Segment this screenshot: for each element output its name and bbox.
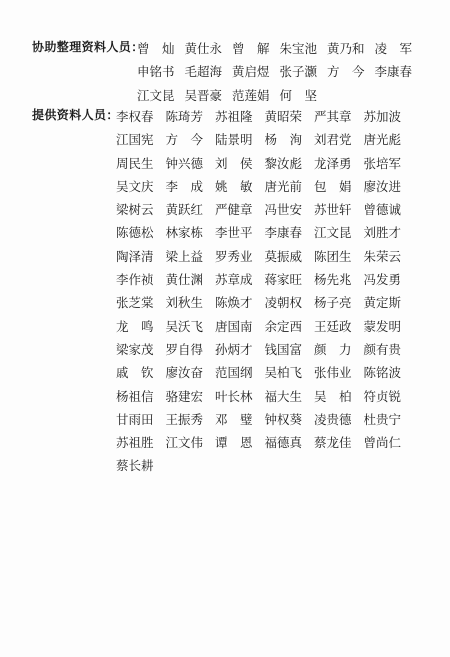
provide-name: 张芝棠 (116, 295, 154, 311)
provide-name: 陆景明 (215, 132, 253, 148)
provide-name: 朱荣云 (363, 248, 402, 264)
provide-name: 刘君党 (314, 132, 352, 148)
provide-name: 周民生 (116, 155, 154, 171)
assist-name: 黄仕永 (184, 41, 223, 56)
provide-name: 吴沃飞 (165, 318, 204, 334)
provide-name: 杨 洵 (264, 132, 303, 148)
provide-name: 廖汝进 (363, 178, 402, 194)
assist-name: 申铭书 (137, 64, 175, 80)
provide-name: 李权春 (116, 109, 154, 124)
provide-name: 甘雨田 (116, 411, 154, 427)
provide-name: 杨子亮 (314, 295, 352, 311)
provide-row (116, 267, 413, 290)
provide-name: 福德真 (264, 435, 303, 451)
assist-name: 黄乃和 (327, 41, 365, 56)
assist-name: 朱宝池 (279, 41, 318, 56)
provide-name: 凌贵德 (314, 411, 352, 427)
provide-name: 梁树云 (116, 202, 154, 218)
provide-names-list (116, 104, 413, 477)
assist-name: 黄启煜 (232, 64, 270, 80)
provide-name: 廖汝奋 (165, 365, 204, 381)
assist-name: 曾 灿 (137, 41, 175, 56)
provide-name: 杨先兆 (314, 272, 352, 288)
assist-name: 江文昆 (137, 87, 175, 103)
provide-name: 张培军 (363, 155, 402, 171)
provide-name: 唐国南 (215, 318, 253, 334)
provide-name: 刘秋生 (165, 295, 204, 311)
provide-row (116, 290, 413, 313)
provide-name: 龙泽勇 (314, 155, 352, 171)
provide-name: 余定西 (264, 318, 303, 334)
provide-name: 唐光彪 (363, 132, 402, 148)
provide-name: 姚 敏 (215, 178, 253, 194)
provide-row (116, 151, 413, 174)
provide-name: 颜有贵 (363, 341, 402, 357)
provide-name: 王振秀 (165, 411, 204, 427)
provide-name: 刘 侯 (215, 155, 253, 171)
provide-name: 吴 柏 (314, 388, 352, 404)
provide-name: 陈铭波 (363, 365, 402, 381)
provide-row (116, 220, 413, 243)
assist-row (137, 83, 422, 106)
provide-row (116, 197, 413, 220)
provide-section-label: 提供资料人员： (32, 108, 119, 122)
provide-name: 冯发勇 (363, 272, 402, 288)
provide-row (116, 174, 413, 197)
provide-name: 李康春 (264, 225, 303, 241)
provide-row (116, 104, 413, 127)
assist-name: 李康春 (374, 64, 413, 80)
provide-name: 苏世轩 (314, 202, 352, 218)
provide-name: 龙 鸣 (116, 318, 154, 334)
assist-name: 吴晋豪 (184, 87, 223, 103)
provide-name: 包 娟 (314, 178, 352, 194)
provide-name: 严其章 (314, 109, 352, 124)
provide-name: 骆建宏 (165, 388, 204, 404)
provide-name: 黄昭荣 (264, 109, 303, 124)
assist-name: 方 今 (327, 64, 365, 80)
provide-name: 李世平 (215, 225, 253, 241)
provide-name: 梁家茂 (116, 341, 154, 357)
provide-name: 莫振威 (264, 248, 303, 264)
provide-name: 福大生 (264, 388, 303, 404)
provide-name: 罗自得 (165, 341, 204, 357)
provide-name: 李作祯 (116, 272, 154, 288)
provide-row (116, 453, 413, 476)
provide-name: 王廷政 (314, 318, 352, 334)
provide-name: 蒋家旺 (264, 272, 303, 288)
provide-name: 吴文庆 (116, 178, 154, 194)
provide-name: 苏祖隆 (215, 109, 253, 124)
provide-name: 颜 力 (314, 341, 352, 357)
provide-name: 蔡长耕 (116, 458, 154, 474)
assist-name: 范莲娟 (232, 87, 270, 103)
provide-name: 冯世安 (264, 202, 303, 218)
provide-name: 黄定斯 (363, 295, 402, 311)
assist-name: 凌 军 (374, 41, 413, 56)
provide-name: 钟兴德 (165, 155, 204, 171)
provide-name: 曾尚仁 (363, 435, 402, 451)
assist-name: 何 坚 (279, 87, 318, 103)
provide-name: 曾德诚 (363, 202, 402, 218)
provide-name: 叶长林 (215, 388, 253, 404)
provide-name: 蔡龙佳 (314, 435, 352, 451)
provide-name: 杨祖信 (116, 388, 154, 404)
provide-name: 吴柏飞 (264, 365, 303, 381)
assist-row (137, 59, 422, 82)
provide-row (116, 314, 413, 337)
provide-name: 杜贵宁 (363, 411, 402, 427)
provide-name: 江文伟 (165, 435, 204, 451)
provide-name: 孙炳才 (215, 341, 253, 357)
provide-name: 黄仕渊 (165, 272, 204, 288)
provide-name: 严健章 (215, 202, 253, 218)
provide-name: 陶泽清 (116, 248, 154, 264)
provide-row (116, 384, 413, 407)
assist-names-list (137, 36, 422, 106)
provide-name: 陈焕才 (215, 295, 253, 311)
provide-name: 戚 钦 (116, 365, 154, 381)
provide-name: 苏章成 (215, 272, 253, 288)
assist-row (137, 36, 422, 59)
provide-row (116, 407, 413, 430)
provide-row (116, 360, 413, 383)
provide-name: 林家栋 (165, 225, 204, 241)
provide-name: 范国纲 (215, 365, 253, 381)
provide-name: 张伟业 (314, 365, 352, 381)
provide-name: 李 成 (165, 178, 204, 194)
assist-name: 曾 解 (232, 41, 270, 56)
provide-name: 江国宪 (116, 132, 154, 148)
assist-name: 毛超海 (184, 64, 223, 80)
provide-name: 钱国富 (264, 341, 303, 357)
provide-name: 江文昆 (314, 225, 352, 241)
provide-name: 刘胜才 (363, 225, 402, 241)
provide-name: 苏加波 (363, 109, 402, 124)
provide-name: 蒙发明 (363, 318, 402, 334)
provide-name: 陈德松 (116, 225, 154, 241)
provide-name: 钟权葵 (264, 411, 303, 427)
provide-name: 梁上益 (165, 248, 204, 264)
provide-name: 邓 璧 (215, 411, 253, 427)
provide-row (116, 430, 413, 453)
provide-name: 罗秀业 (215, 248, 253, 264)
provide-name: 陈团生 (314, 248, 352, 264)
provide-name: 黄跃红 (165, 202, 204, 218)
provide-name: 苏祖胜 (116, 435, 154, 451)
provide-name: 陈琦芳 (165, 109, 204, 124)
provide-name: 谭 恩 (215, 435, 253, 451)
provide-name: 符贞锐 (363, 388, 402, 404)
provide-name: 方 今 (165, 132, 204, 148)
provide-name: 凌朝权 (264, 295, 303, 311)
assist-section-label: 协助整理资料人员： (32, 40, 144, 54)
provide-name: 唐光前 (264, 178, 303, 194)
provide-row (116, 244, 413, 267)
provide-row (116, 127, 413, 150)
provide-row (116, 337, 413, 360)
provide-name: 黎汝彪 (264, 155, 303, 171)
assist-name: 张子灏 (279, 64, 318, 80)
